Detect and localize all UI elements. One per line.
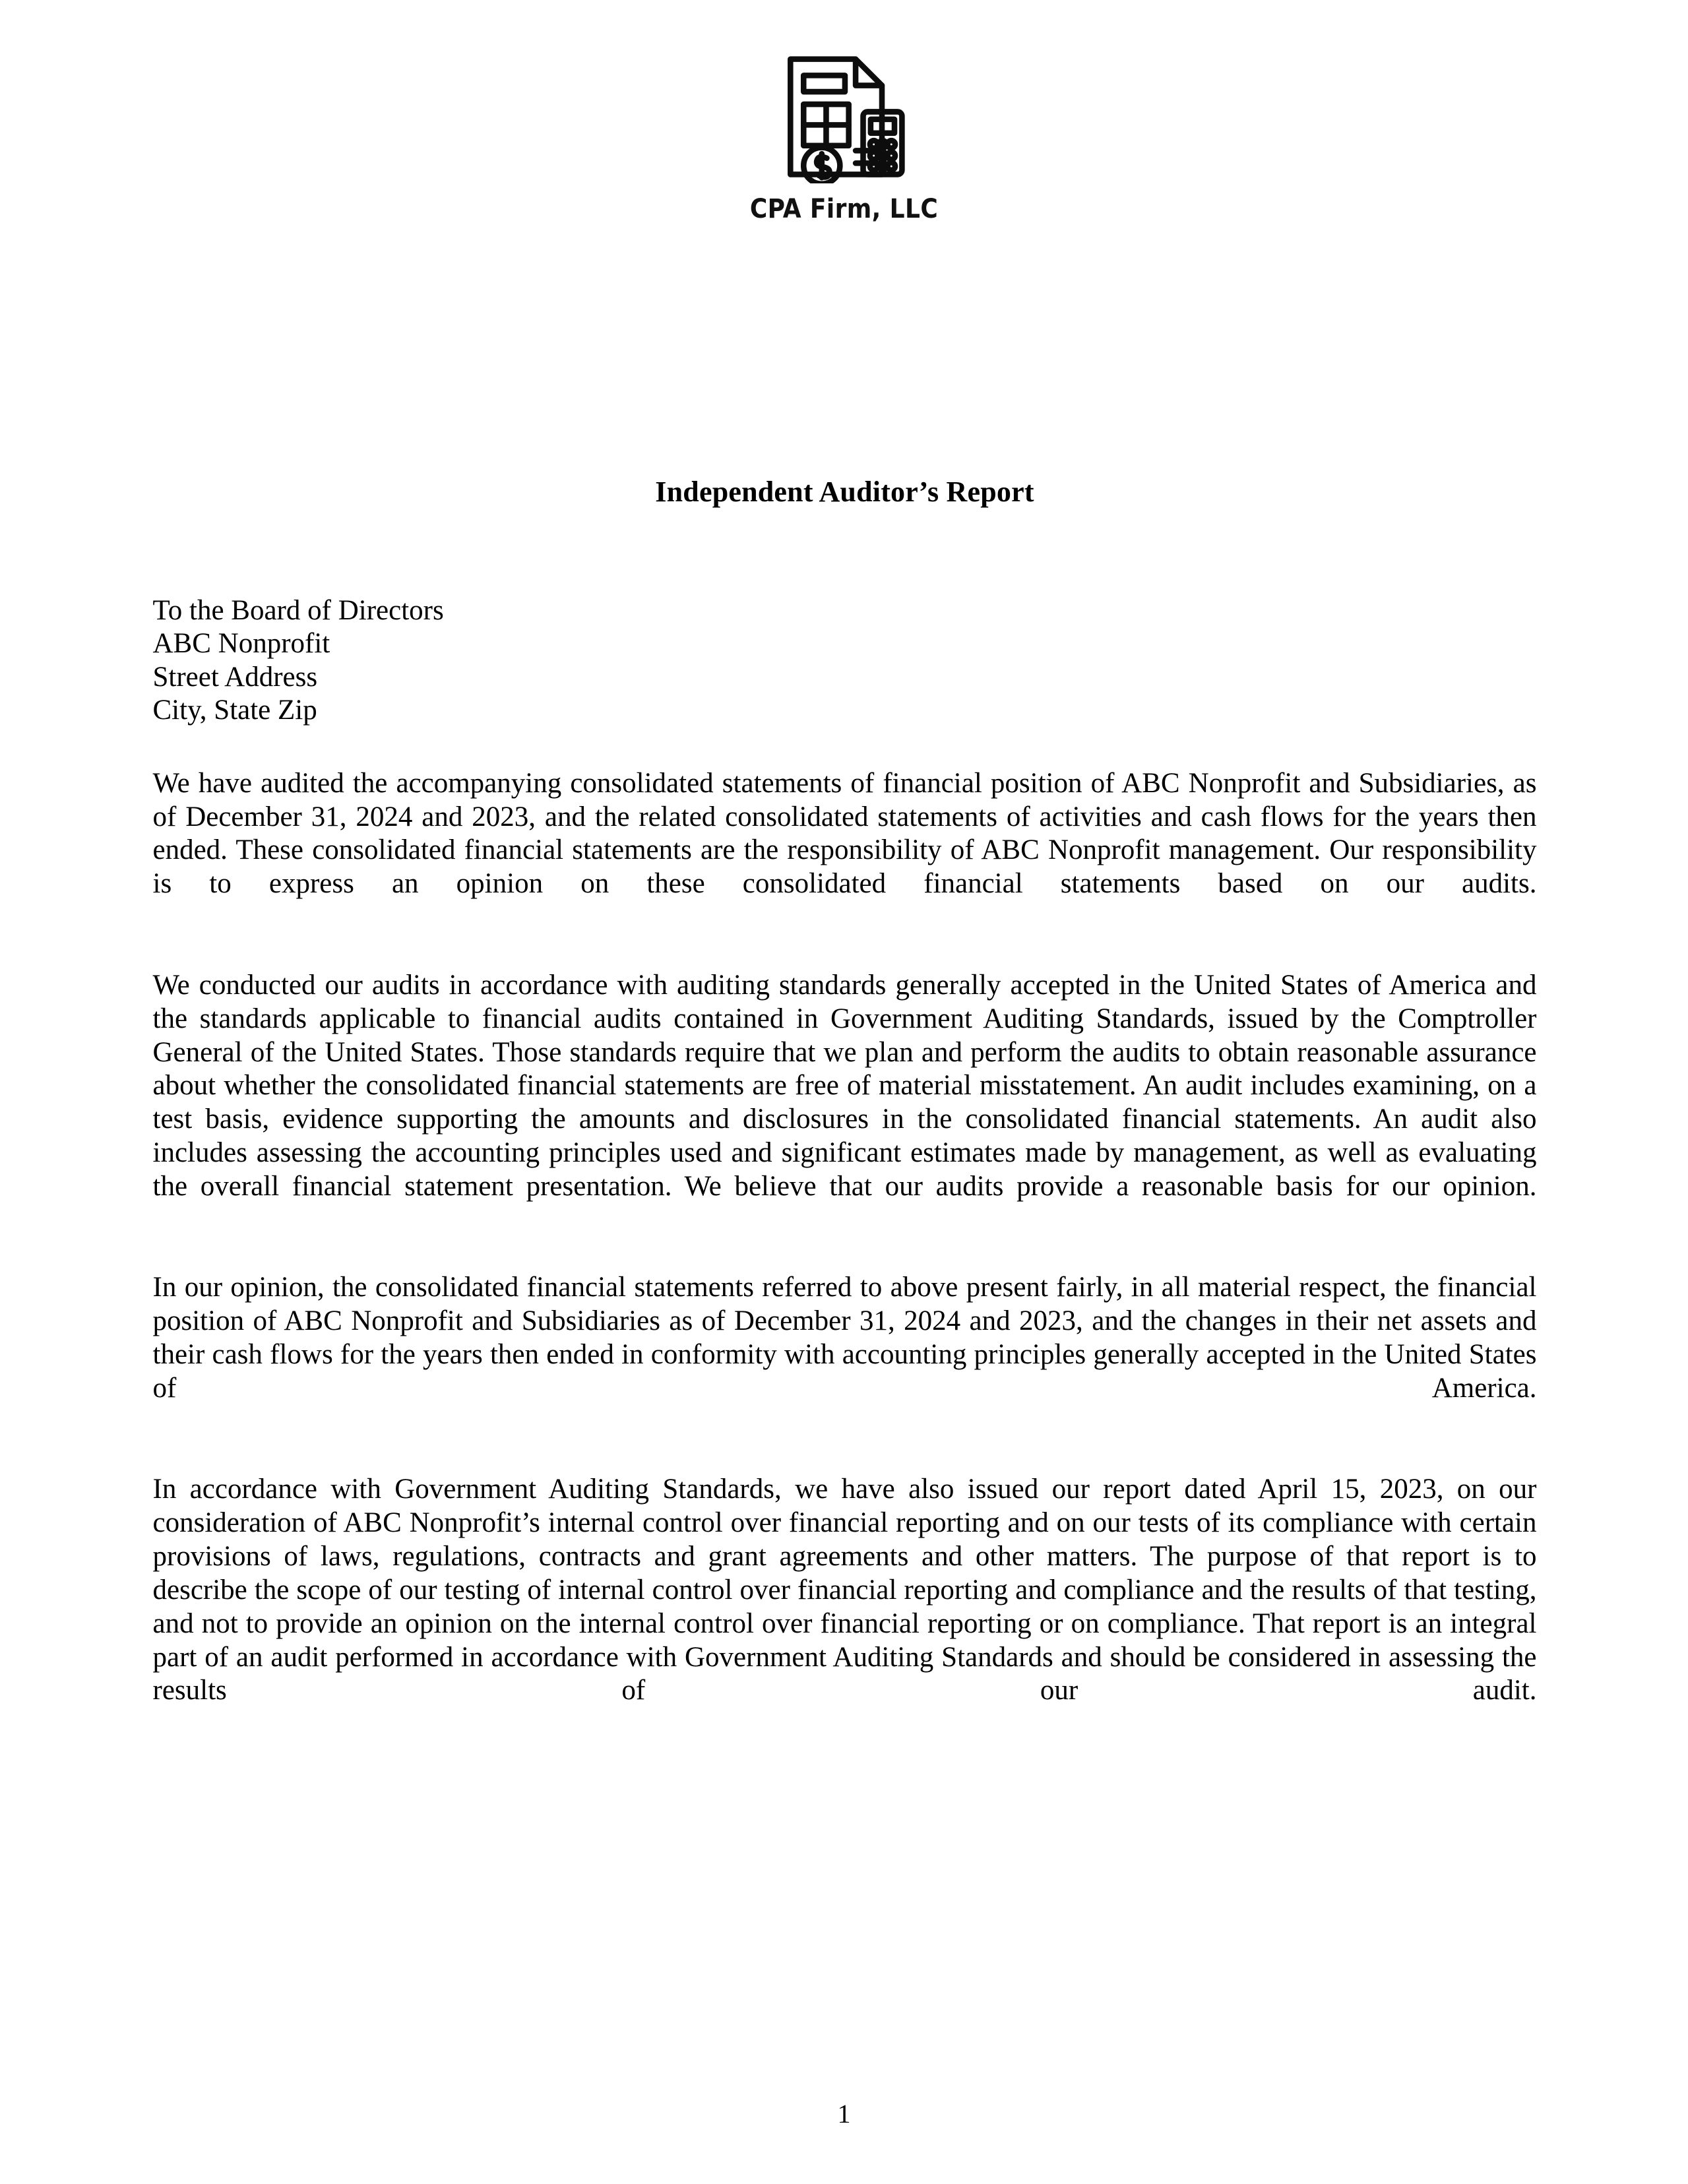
paragraph-basis: We conducted our audits in accordance with auditing standards generally accepted in the United States of America and the standards applicable to financial audits contained in Government Auditing Standards, issued by the Comptroller General of the United States. Those standards require that we plan and perform the audits to obtain reasonable assurance about whether the consolidated financial statements are free of material misstatement. An audit includes examining, on a test basis, evidence supporting the amounts and disclosures in the consolidated financial statements. An audit also includes assessing the accounting principles used and significant estimates made by management, as well as evaluating the overall financial statement presentation. We believe that our audits provide a reasonable basis for our opinion. [152, 969, 1537, 1202]
letter-body [145, 475, 1544, 1741]
addressee-line: City, State Zip [152, 695, 317, 726]
addressee-line: ABC Nonprofit [152, 628, 330, 660]
addressee-block [153, 594, 1537, 728]
page-title: Independent Auditor’s Report [655, 476, 1034, 508]
letterhead [0, 0, 1688, 224]
paragraph-scope: We have audited the accompanying consolidated statements of financial position of ABC Nonprofit and Subsidiaries, as of December 31, 2024 and 2023, and the related consolidated statements of activities and cash flows for the years then ended. These consolidated financial statements are the responsibility of ABC Nonprofit management. Our responsibility is to express an opinion on these consolidated financial statements based on our audits. [152, 767, 1537, 900]
firm-name: CPA Firm, LLC [749, 194, 939, 224]
invoice-calculator-icon [782, 51, 907, 183]
paragraph-government-auditing-standards: In accordance with Government Auditing Standards, we have also issued our report dated April 15, 2023, on our consideration of ABC Nonprofit’s internal control over financial reporting and on our tests of its compliance with certain provisions of laws, regulations, contracts and grant agreements and other matters. The purpose of that report is to describe the scope of our testing of internal control over financial reporting and compliance and the results of that testing, and not to provide an opinion on the internal control over financial reporting or on compliance. That report is an integral part of an audit performed in accordance with Government Auditing Standards and should be considered in assessing the results of our audit. [152, 1474, 1537, 1706]
page-number: 1 [837, 2099, 851, 2129]
addressee-line: To the Board of Directors [152, 594, 444, 626]
addressee-line: Street Address [152, 661, 318, 693]
paragraph-opinion: In our opinion, the consolidated financial statements referred to above present fairly, in all material respect, the financial position of ABC Nonprofit and Subsidiaries as of December 31, 2024 and 2023, and the changes in their net assets and their cash flows for the years then ended in conformity with accounting principles generally accepted in the United States of America. [152, 1272, 1537, 1404]
